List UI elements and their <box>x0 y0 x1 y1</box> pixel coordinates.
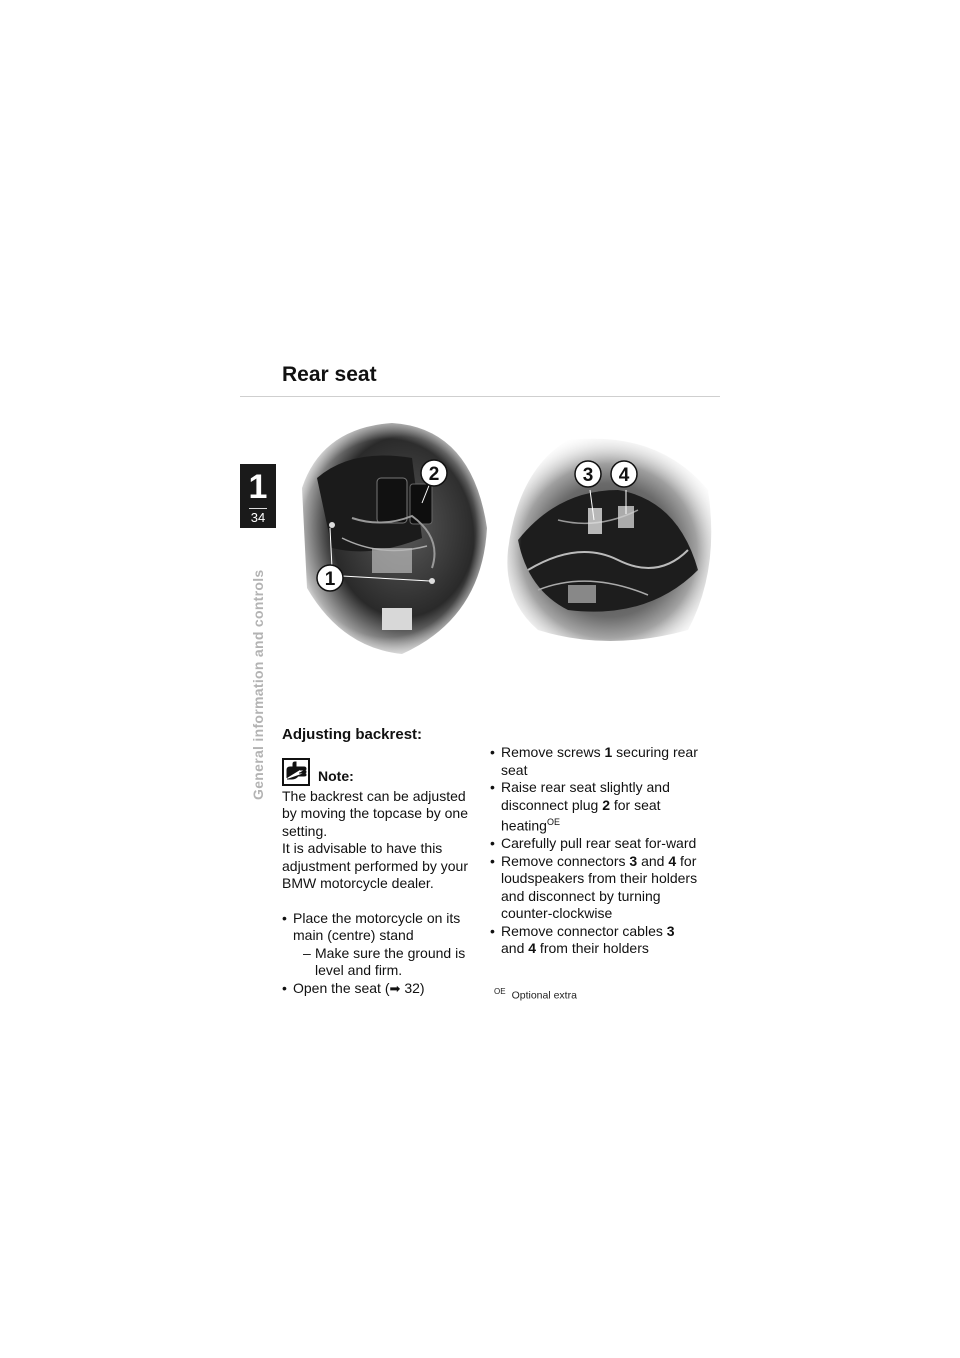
note-label: Note: <box>318 768 354 784</box>
callout-4 <box>611 461 637 487</box>
list-item: • Place the motorcycle on its main (centre) stand – Make sure the ground is level and firm. <box>282 910 482 980</box>
list-item: • Raise rear seat slightly and disconnect plug 2 for seat heating$^{OE}$ <box>490 779 700 835</box>
list-item: • Remove connector cables 3 and 4 from their holders <box>490 923 700 958</box>
page-title: Rear seat <box>282 363 377 386</box>
arrow-right-icon: ➡ <box>389 980 401 996</box>
photo-loudspeaker-connectors <box>498 430 720 650</box>
sub-steps <box>293 945 482 980</box>
chapter-divider <box>249 508 267 509</box>
list-item: • Remove screws 1 securing rear seat <box>490 744 700 779</box>
svg-text:4: 4 <box>618 465 630 486</box>
side-chapter-label: General information and controls <box>250 569 266 800</box>
chapter-number: 1 <box>248 468 268 506</box>
right-text-column <box>490 744 700 958</box>
note-line: It is advisable to have this <box>282 840 443 856</box>
footnote-mark: OE <box>494 987 506 996</box>
list-item: • Remove connectors 3 and 4 for loudspeakers from their holders and disconnect by turning counter-clockwise <box>490 853 700 923</box>
note-line: BMW motorcycle dealer. <box>282 875 434 891</box>
title-rule <box>240 396 720 397</box>
page-number: 34 <box>250 510 266 525</box>
note-line: adjustment performed by your <box>282 857 468 874</box>
svg-text:1: 1 <box>324 569 336 590</box>
note-line: by moving the topcase by one <box>282 805 469 821</box>
left-text-column <box>282 726 482 997</box>
list-item: • Open the seat (➡ 32) <box>282 980 482 998</box>
callout-3 <box>575 461 601 487</box>
svg-text:3: 3 <box>582 465 594 486</box>
subheading-adjusting-backrest: Adjusting backrest: <box>282 726 423 743</box>
steps-list-left <box>282 910 482 998</box>
list-item: – Make sure the ground is level and firm. <box>303 945 482 980</box>
chapter-tab <box>240 464 276 528</box>
note-hand-icon <box>282 758 310 786</box>
list-item: • Carefully pull rear seat for-ward <box>490 835 700 853</box>
steps-list-right <box>490 744 700 958</box>
note-line: The backrest can be adjusted <box>282 787 466 804</box>
callout-1 <box>317 565 343 591</box>
footnote-optional-extra: $^{OE}$ Optional extra <box>494 987 577 1002</box>
callout-2 <box>421 460 447 486</box>
note-line: setting. <box>282 822 328 839</box>
photo-rear-seat-underside <box>282 418 492 658</box>
svg-text:2: 2 <box>428 464 440 485</box>
note-header <box>282 758 482 786</box>
